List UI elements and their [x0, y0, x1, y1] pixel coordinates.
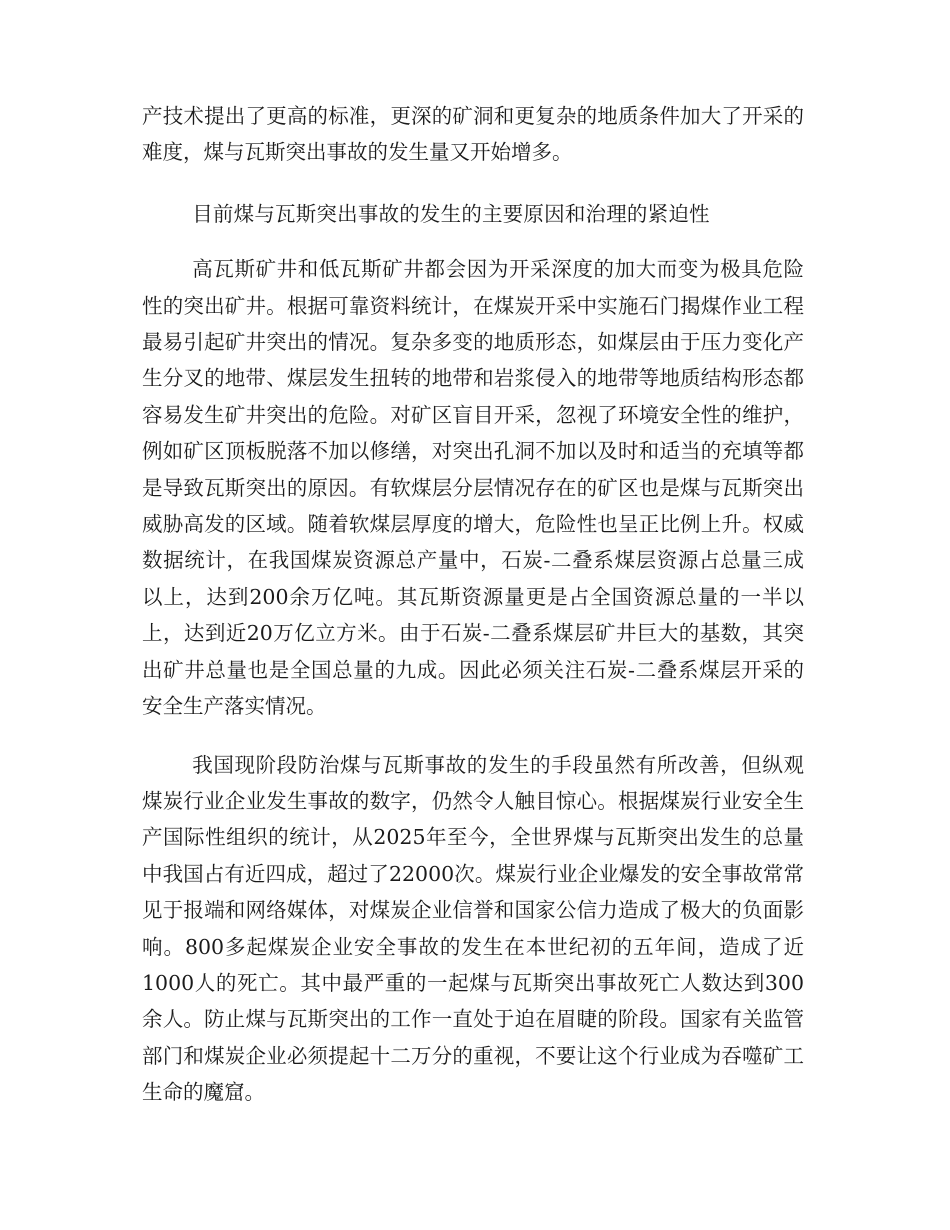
paragraph-urgency: 我国现阶段防治煤与瓦斯事故的发生的手段虽然有所改善，但纵观煤炭行业企业发生事故的数字，仍然令人触目惊心。根据煤炭行业安全生产国际性组织的统计，从2025年至今，全世界煤与瓦斯突出发生的总量中我国占有近四成，超过了22000次。煤炭行业企业爆发的安全事故常常见于报端和网络媒体，对煤炭企业信誉和国家公信力造成了极大的负面影响。800多起煤炭企业安全事故的发生在本世纪初的五年间，造成了近1000人的死亡。其中最严重的一起煤与瓦斯突出事故死亡人数达到300余人。防止煤与瓦斯突出的工作一直处于迫在眉睫的阶段。国家有关监管部门和煤炭企业必须提起十二万分的重视，不要让这个行业成为吞噬矿工生命的魔窟。 [142, 752, 804, 1105]
paragraph-causes: 高瓦斯矿井和低瓦斯矿井都会因为开采深度的加大而变为极具危险性的突出矿井。根据可靠资料统计，在煤炭开采中实施石门揭煤作业工程最易引起矿井突出的情况。复杂多变的地质形态，如煤层由于压力变化产生分叉的地带、煤层发生扭转的地带和岩浆侵入的地带等地质结构形态都容易发生矿井突出的危险。对矿区盲目开采，忽视了环境安全性的维护，例如矿区顶板脱落不加以修缮，对突出孔洞不加以及时和适当的充填等都是导致瓦斯突出的原因。有软煤层分层情况存在的矿区也是煤与瓦斯突出威胁高发的区域。随着软煤层厚度的增大，危险性也呈正比例上升。权威数据统计，在我国煤炭资源总产量中，石炭-二叠系煤层资源占总量三成以上，达到200余万亿吨。其瓦斯资源量更是占全国资源总量的一半以上，达到近20万亿立方米。由于石炭-二叠系煤层矿井巨大的基数，其突出矿井总量也是全国总量的九成。因此必须关注石炭-二叠系煤层开采的安全生产落实情况。 [142, 257, 804, 719]
section-heading: 目前煤与瓦斯突出事故的发生的主要原因和治理的紧迫性 [192, 201, 710, 226]
document-page [142, 98, 804, 1111]
paragraph-continuation: 产技术提出了更高的标准，更深的矿洞和更复杂的地质条件加大了开采的难度，煤与瓦斯突出事故的发生量又开始增多。 [142, 104, 804, 165]
